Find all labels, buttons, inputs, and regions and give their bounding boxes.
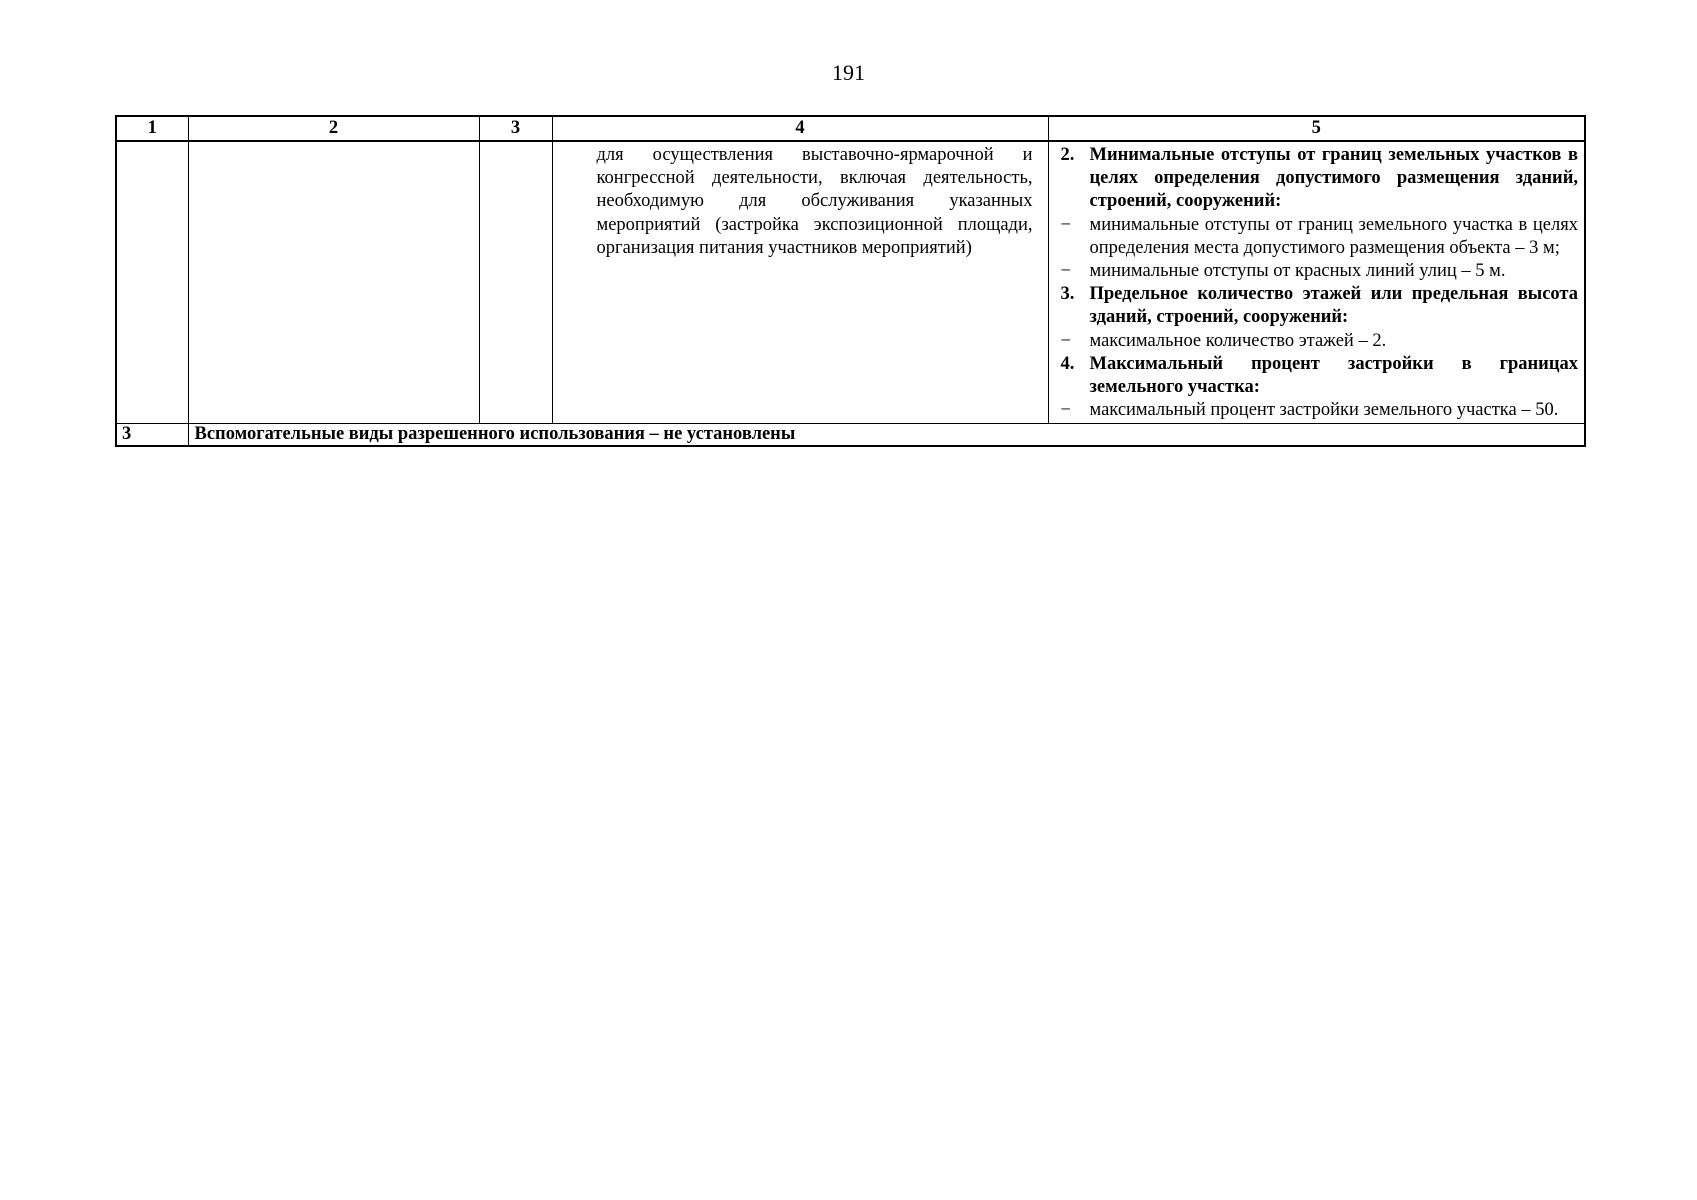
header-col-4: 4 [552,116,1048,141]
page-number: 191 [832,60,865,85]
dash-item [1061,260,1579,283]
header-col-5: 5 [1048,116,1585,141]
parameters-list [1061,144,1579,422]
dash-marker: − [1060,330,1071,351]
cell-col-1 [116,141,188,424]
cell-col-3 [479,141,552,424]
cell-col-2 [188,141,479,424]
dash-item [1061,330,1579,353]
header-col-2: 2 [188,116,479,141]
cell-col-5 [1048,141,1585,424]
item-number: 2. [1060,145,1075,165]
regulations-table [115,115,1586,447]
section-number: 3 [116,424,188,447]
item-text: минимальные отступы от красных линий улиц – 5 м. [1089,261,1506,282]
dash-marker: − [1060,214,1071,235]
numbered-item [1061,283,1579,329]
dash-item [1061,399,1579,422]
item-text: максимальное количество этажей – 2. [1089,330,1387,351]
dash-marker: − [1060,400,1071,421]
dash-marker: − [1060,261,1071,282]
item-text: Предельное количество этажей или предельная высота зданий, строений, сооружений: [1089,284,1578,328]
item-number: 3. [1060,284,1075,305]
item-text: максимальный процент застройки земельного участка – 50. [1089,400,1559,421]
item-text: Максимальный процент застройки в границах земельного участка: [1089,353,1578,398]
numbered-item [1061,353,1579,399]
table-row [116,141,1585,424]
section-row [116,424,1585,447]
numbered-item [1061,144,1579,214]
dash-item [1061,214,1579,260]
item-text: Минимальные отступы от границ земельных участков в целях определения допустимого размещения зданий, строений, сооружений: [1089,145,1578,212]
header-col-3: 3 [479,116,552,141]
item-number: 4. [1060,353,1075,374]
table-header-row [116,116,1585,141]
item-text: минимальные отступы от границ земельного участка в целях определения места допустимого размещения объекта – 3 м; [1089,214,1578,258]
cell-col-4: для осуществления выставочно-ярмарочной и конгрессной деятельности, включая деятельность, необходимую для обслуживания указанных мероприятий (застройка экспозиционной площади, организация питания участников мероприятий) [552,141,1048,424]
header-col-1: 1 [116,116,188,141]
section-title: Вспомогательные виды разрешенного использования – не установлены [188,424,1585,447]
